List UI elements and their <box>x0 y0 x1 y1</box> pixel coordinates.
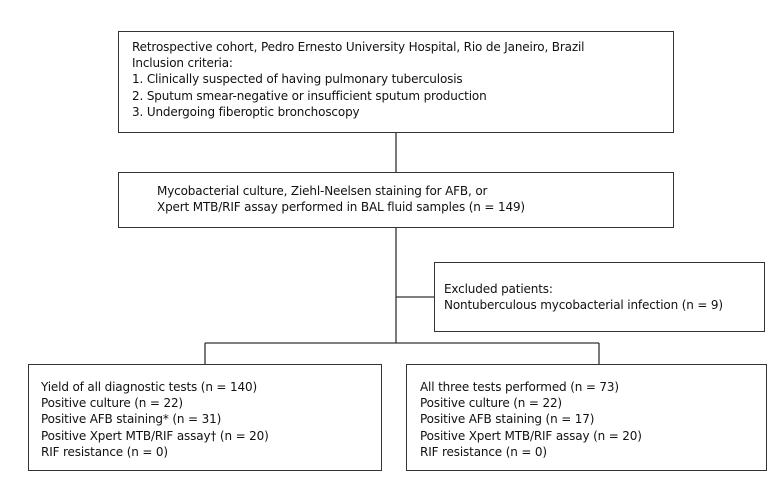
three-tests-box <box>406 364 767 471</box>
cohort-line: 2. Sputum smear-negative or insufficient sputum production <box>132 88 487 103</box>
cohort-line: Retrospective cohort, Pedro Ernesto University Hospital, Rio de Janeiro, Brazil <box>132 40 585 54</box>
tests-box <box>118 172 674 228</box>
excluded-line: Excluded patients: <box>444 282 553 296</box>
three-tests-line: Positive culture (n = 22) <box>420 396 562 411</box>
cohort-line: 3. Undergoing fiberoptic bronchoscopy <box>132 104 360 119</box>
three-tests-line: RIF resistance (n = 0) <box>420 444 547 459</box>
three-tests-line: All three tests performed (n = 73) <box>420 380 619 394</box>
cohort-box <box>118 31 674 133</box>
cohort-line: Inclusion criteria: <box>132 56 233 71</box>
excluded-box <box>434 262 765 332</box>
yield-all-line: Positive AFB staining* (n = 31) <box>41 412 222 427</box>
cohort-line: 1. Clinically suspected of having pulmonary tuberculosis <box>132 72 463 87</box>
yield-all-line: RIF resistance (n = 0) <box>41 444 168 459</box>
three-tests-line: Positive AFB staining (n = 17) <box>420 412 595 427</box>
three-tests-line: Positive Xpert MTB/RIF assay (n = 20) <box>420 428 642 443</box>
excluded-line: Nontuberculous mycobacterial infection (n = 9) <box>444 298 723 313</box>
tests-line: Xpert MTB/RIF assay performed in BAL fluid samples (n = 149) <box>157 200 525 215</box>
yield-all-line: Positive culture (n = 22) <box>41 396 183 411</box>
yield-all-line: Yield of all diagnostic tests (n = 140) <box>41 380 257 394</box>
tests-line: Mycobacterial culture, Ziehl-Neelsen staining for AFB, or <box>157 184 488 198</box>
yield-all-line: Positive Xpert MTB/RIF assay† (n = 20) <box>41 428 269 443</box>
yield-all-box <box>28 364 382 471</box>
